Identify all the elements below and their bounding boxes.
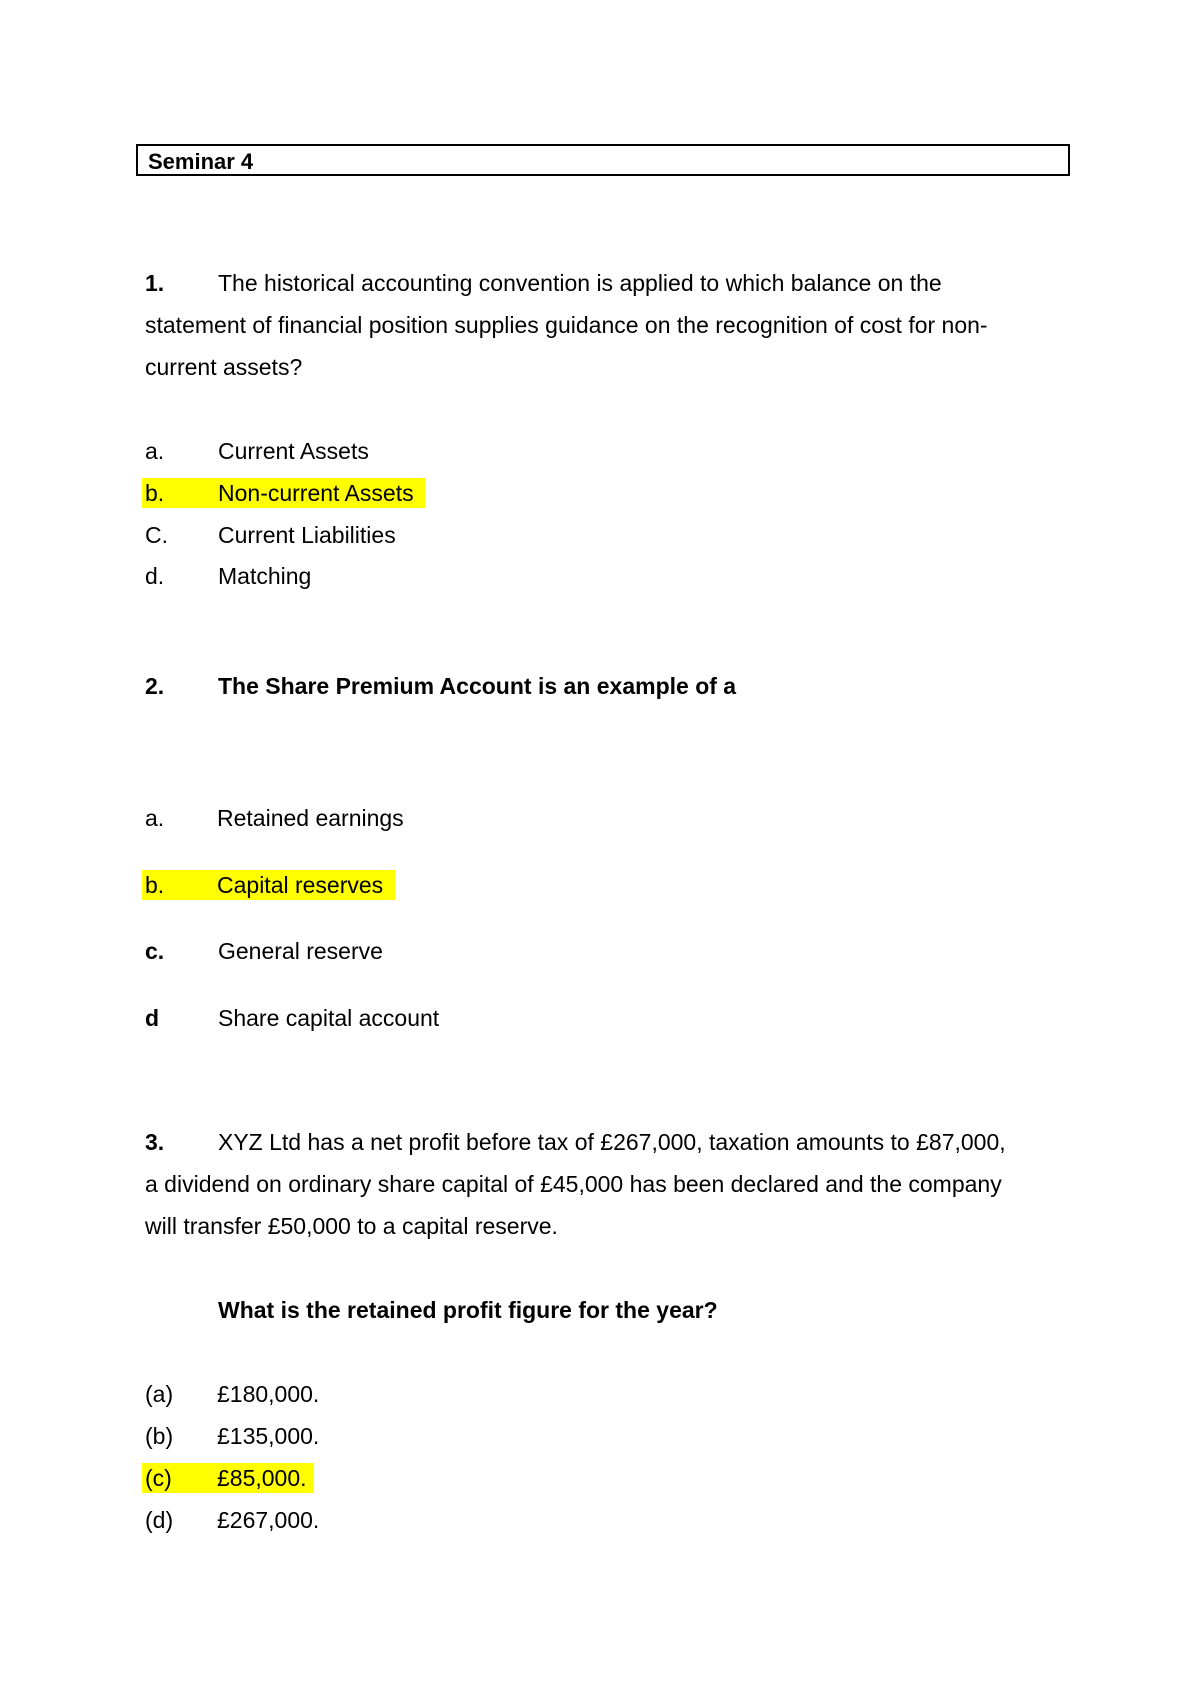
q2-option-d-text: Share capital account xyxy=(218,1005,440,1031)
title-box xyxy=(136,144,1070,176)
q3-option-b-text: £135,000. xyxy=(217,1423,320,1449)
q3-question: What is the retained profit figure for the year? xyxy=(218,1297,718,1323)
q1-option-d-label: d. xyxy=(145,563,165,589)
q2-number: 2. xyxy=(145,673,165,699)
q2-option-b-text: Capital reserves xyxy=(217,872,384,898)
q2-option-d-label: d xyxy=(145,1005,160,1031)
q1-line-2: statement of financial position supplies guidance on the recognition of cost for non- xyxy=(145,312,988,338)
q3-line-3: will transfer £50,000 to a capital reserve. xyxy=(145,1213,558,1239)
q1-line-1: The historical accounting convention is applied to which balance on the xyxy=(218,270,942,296)
q2-option-a-label: a. xyxy=(145,805,165,831)
page-title: Seminar 4 xyxy=(148,149,254,174)
q2-question: The Share Premium Account is an example of a xyxy=(218,673,737,699)
q1-option-b-text: Non-current Assets xyxy=(218,480,414,506)
q3-option-b-label: (b) xyxy=(145,1423,174,1449)
q2-option-c-text: General reserve xyxy=(218,938,383,964)
q3-line-2: a dividend on ordinary share capital of £45,000 has been declared and the company xyxy=(145,1171,1002,1197)
q1-option-b-label: b. xyxy=(145,480,165,506)
q1-option-c-label: C. xyxy=(145,522,168,548)
q3-option-a-text: £180,000. xyxy=(217,1381,320,1407)
q1-option-d-text: Matching xyxy=(218,563,312,589)
q3-option-d-text: £267,000. xyxy=(217,1507,320,1533)
q1-option-a-label: a. xyxy=(145,438,165,464)
q1-line-3: current assets? xyxy=(145,354,303,380)
q3-option-c-label: (c) xyxy=(145,1465,172,1491)
q3-line-1: XYZ Ltd has a net profit before tax of £267,000, taxation amounts to £87,000, xyxy=(218,1129,1006,1155)
q3-option-a-label: (a) xyxy=(145,1381,174,1407)
q2-option-c-label: c. xyxy=(145,938,165,964)
q1-option-c-text: Current Liabilities xyxy=(218,522,396,548)
q1-number: 1. xyxy=(145,270,165,296)
q3-option-d-label: (d) xyxy=(145,1507,174,1533)
q2-option-a-text: Retained earnings xyxy=(217,805,404,831)
q3-number: 3. xyxy=(145,1129,165,1155)
q3-option-c-text: £85,000. xyxy=(217,1465,307,1491)
q2-option-b-label: b. xyxy=(145,872,165,898)
q1-option-a-text: Current Assets xyxy=(218,438,369,464)
